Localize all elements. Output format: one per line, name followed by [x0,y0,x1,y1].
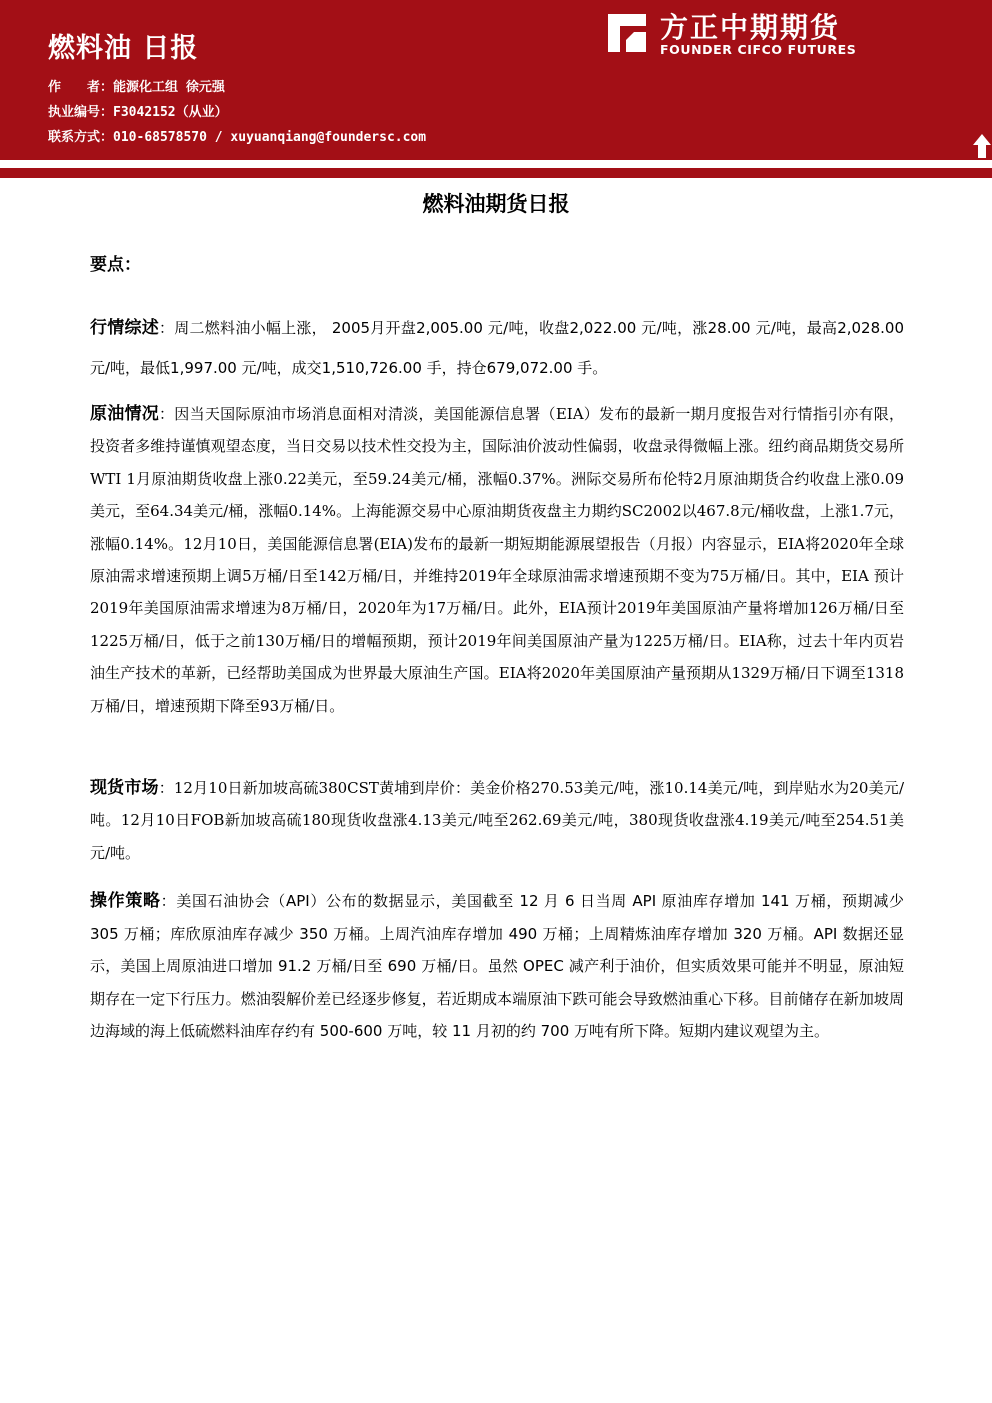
company-logo [604,6,864,58]
spot-market-section [90,772,904,869]
logo-english-name: FOUNDER CIFCO FUTURES [660,42,857,57]
contact-line [48,126,426,145]
license-line [48,101,228,120]
author-label: 作 者： [48,80,114,95]
report-type: 燃料油 日报 [48,33,199,64]
section-label: 现货市场 [90,778,159,798]
section-text: ：因当天国际原油市场消息面相对清淡，美国能源信息署（EIA）发布的最新一期月度报告对行情指引亦有限，投资者多维持谨慎观望态度，当日交易以技术性交投为主，国际油价波动性偏弱，收盘录得微幅上涨。纽约商品期货交易所WTI 1月原油期货收盘上涨0.22美元，至59.24美元/桶，涨幅0.37%。洲际交易所布伦特2月原油期货合约收盘上涨0.09美元，至64.34美元/桶，涨幅0.14%。上海能源交易中心原油期货夜盘主力期约SC2002以467.8元/桶收盘，上涨1.7元，涨幅0.14%。12月10日，美国能源信息署(EIA)发布的最新一期短期能源展望报告（月报）内容显示，EIA将2020年全球原油需求增速预期上调5万桶/日至142万桶/日，并维持2019年全球原油需求增速预期不变为75万桶/日。其中，EIA 预计2019年美国原油需求增速为8万桶/日，2020年为17万桶/日。此外，EIA预计2019年美国原油产量将增加126万桶/日至1225万桶/日，低于之前130万桶/日的增幅预期，预计2019年间美国原油产量为1225万桶/日。EIA称，过去十年内页岩油生产技术的革新，已经帮助美国成为世界最大原油生产国。EIA将2020年美国原油产量预期从1329万桶/日下调至1318万桶/日，增速预期下降至93万桶/日。 [90,405,904,715]
header-bottom-band [0,168,992,178]
contact-label: 联系方式： [48,130,114,145]
key-points-heading: 要点： [90,255,141,275]
header-divider [0,160,992,168]
up-arrow-icon [972,133,992,159]
license-value: F3042152（从业） [113,105,228,120]
license-label: 执业编号： [48,105,114,120]
logo-chinese-name: 方正中期期货 [660,11,841,44]
report-header [0,0,992,160]
section-text: ：美国石油协会（API）公布的数据显示，美国截至 12 月 6 日当周 API 原油库存增加 141 万桶，预期减少 305 万桶；库欣原油库存减少 350 万桶。上周汽油库存增加 490 万桶；上周精炼油库存增加 320 万桶。API 数据还显示，美国上周原油进口增加 91.2 万桶/日至 690 万桶/日。虽然 OPEC 减产利于油价，但实质效果可能并不明显，原油短期存在一定下行压力。燃油裂解价差已经逐步修复，若近期成本端原油下跌可能会导致燃油重心下移。目前储存在新加坡周边海域的海上低硫燃料油库存约有 500-600 万吨，较 11 月初的约 700 万吨有所下降。短期内建议观望为主。 [90,892,905,1041]
section-text: ：周二燃料油小幅上涨， 2005月开盘2,005.00 元/吨，收盘2,022.00 元/吨，涨28.00 元/吨，最高2,028.00 元/吨，最低1,997.00 元/吨，成交1,510,726.00 手，持仓679,072.00 手。 [90,319,904,377]
author-line [48,76,225,95]
section-label: 原油情况 [90,404,160,424]
logo-mark-icon [604,10,650,56]
market-summary-section [90,308,904,388]
section-label: 操作策略 [90,891,161,911]
strategy-section [90,885,904,1048]
author-value: 能源化工组 徐元强 [113,80,225,95]
document-title: 燃料油期货日报 [422,192,570,216]
contact-value: 010-68578570 / xuyuanqiang@foundersc.com [113,130,427,145]
crude-oil-section [90,398,904,722]
section-label: 行情综述 [90,318,160,338]
section-text: ：12月10日新加坡高硫380CST黄埔到岸价：美金价格270.53美元/吨，涨10.14美元/吨，到岸贴水为20美元/吨。12月10日FOB新加坡高硫180现货收盘涨4.13美元/吨至262.69美元/吨，380现货收盘涨4.19美元/吨至254.51美元/吨。 [90,779,905,862]
